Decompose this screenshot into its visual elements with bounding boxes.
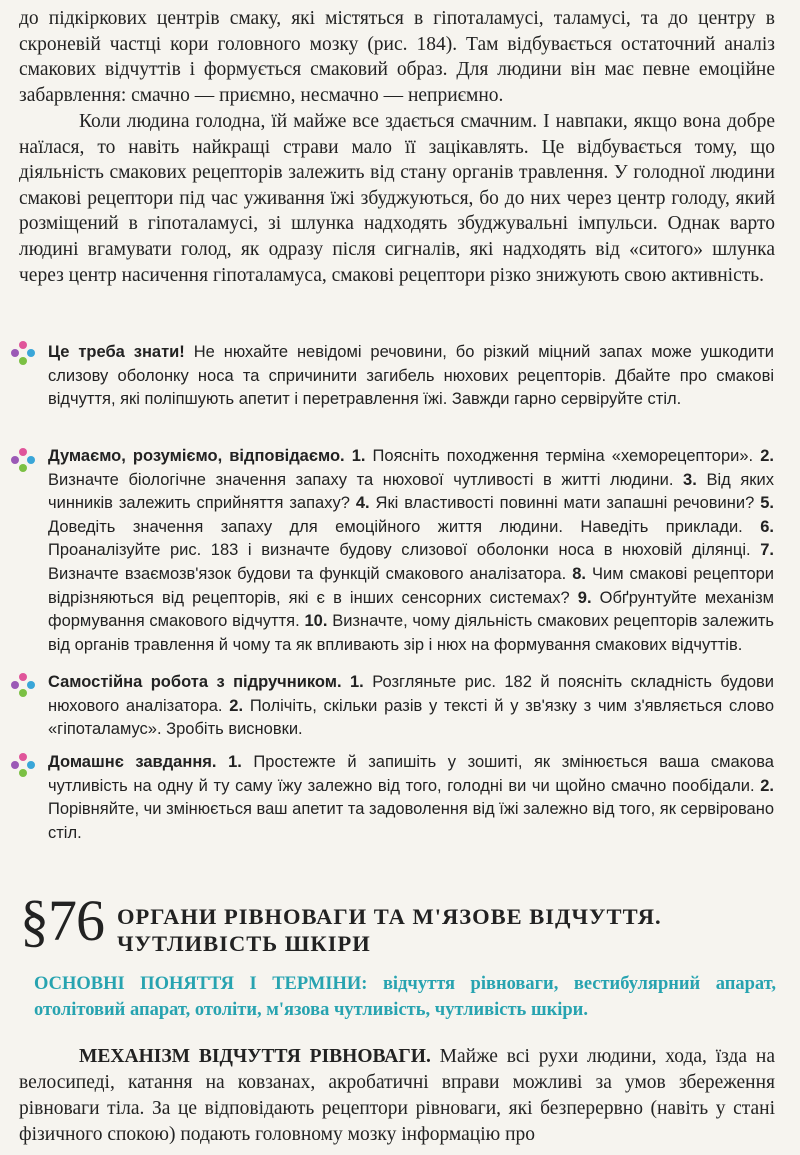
q-text: Які властивості повинні мати запашні речовини? — [369, 494, 755, 513]
task-number: 1. — [216, 753, 242, 771]
task-text: Простежте й запишіть у зошиті, як змінюється ваша смакова чутливість на одну й ту саму їжу залежно від того, голодні ви чи щойно смачно пообідали. — [48, 753, 774, 795]
know-label: Це треба знати! — [48, 343, 185, 361]
q-text: Доведіть значення запаху для емоційного життя людини. Наведіть приклади. — [48, 517, 743, 536]
q-text: Чим смакові рецептори відрізняються від рецепторів, які є в інших сенсорних системах? — [48, 564, 775, 607]
mechanism-heading: МЕХАНІЗМ ВІДЧУТТЯ РІВНОВАГИ. — [79, 1046, 431, 1067]
task-text: Порівняйте, чи змінюється ваш апетит та задоволення від їжі залежно від того, як сервіровано стіл. — [48, 800, 774, 842]
task-text: Полічіть, скільки разів у тексті й у зв'язку з чим з'являється слово «гіпоталамус». Зробіть висновки. — [48, 696, 774, 739]
q-text: Від яких чинників залежить сприйняття запаху? — [48, 470, 774, 513]
section-title-line-1: ОРГАНИ РІВНОВАГИ ТА М'ЯЗОВЕ ВІДЧУТТЯ. — [117, 904, 662, 929]
task-number: 1. — [341, 673, 364, 691]
q-number: 10. — [299, 612, 328, 631]
self-work-box — [48, 671, 774, 742]
flower-icon — [10, 447, 36, 473]
paragraph-1: до підкіркових центрів смаку, які містяться в гіпоталамусі, таламусі, та до центру в скроневій частці кори головного мозку (рис. 184). Там відбувається остаточний аналіз смакових відчуттів і формується смаковий образ. Для людини він має певне емоційне забарвлення: смачно — приємно, несмачно — неприємно. — [19, 8, 775, 106]
key-terms-label: ОСНОВНІ ПОНЯТТЯ І ТЕРМІНИ: — [34, 974, 368, 994]
q-number: 9. — [569, 588, 592, 607]
flower-icon — [10, 340, 36, 366]
key-terms — [34, 972, 776, 1023]
know-text: Не нюхайте невідомі речовини, бо різкий міцний запах може ушкодити слизову оболонку носа та спричинити загибель нюхових рецепторів. Дбайте про смакові відчуття, які поліпшують апетит і перетравлення їжі. Завжди гарно сервіруйте стіл. — [48, 343, 774, 409]
q-number: 1. — [344, 447, 366, 465]
q-number: 6. — [742, 517, 774, 536]
q-text: Проаналізуйте рис. 183 і визначте будову слизової оболонки носа в нюховій ділянці. — [48, 541, 751, 560]
mechanism-text: Майже всі рухи людини, хода, їзда на велосипеді, катання на ковзанах, акробатичні вправи можливі за умов збереження рівноваги тіла. За це відповідають рецептори рівноваги, які безперервно (навіть у стані фізичного спокою) подають головному мозку інформацію про — [19, 1046, 776, 1145]
section-title-line-2: ЧУТЛИВІСТЬ ШКІРИ — [117, 931, 371, 956]
q-number: 3. — [673, 470, 697, 489]
q-number: 7. — [750, 541, 774, 560]
section-number: §76 — [20, 888, 104, 953]
key-terms-text: відчуття рівноваги, вестибулярний апарат, отолітовий апарат, отоліти, м'язова чутливість, чутливість шкіри. — [34, 974, 776, 1020]
task-text: Розгляньте рис. 182 й поясніть складність будови нюхового аналізатора. — [48, 673, 774, 715]
q-number: 2. — [753, 447, 774, 465]
q-text: Визначте біологічне значення запаху та нюхової чутливості в житті людини. — [48, 470, 674, 489]
q-text: Поясніть походження терміна «хеморецептори». — [365, 447, 754, 465]
know-box — [48, 341, 774, 412]
q-text: Визначте взаємозв'язок будови та функцій смакового аналізатора. — [48, 564, 567, 583]
think-box — [48, 445, 774, 657]
self-label: Самостійна робота з підручником. — [48, 673, 342, 691]
think-label: Думаємо, розуміємо, відповідаємо. — [48, 447, 345, 465]
q-text: Визначте, чому діяльність смакових рецепторів залежить від органів травлення й чому та як впливають зір і нюх на формування смакових відчуттів. — [48, 612, 775, 654]
task-number: 2. — [222, 696, 244, 715]
q-text: Обґрунтуйте механізм формування смакового відчуття. — [48, 588, 775, 631]
task-number: 2. — [754, 776, 774, 795]
homework-box — [48, 751, 774, 845]
flower-icon — [10, 752, 36, 778]
q-number: 5. — [754, 494, 774, 513]
q-number: 4. — [349, 494, 370, 513]
q-number: 8. — [566, 564, 586, 583]
flower-icon — [10, 672, 36, 698]
section-title — [117, 903, 777, 957]
home-label: Домашнє завдання. — [48, 753, 217, 771]
paragraph-2: Коли людина голодна, їй майже все здається смачним. І навпаки, якщо вона добре наїлася, то навіть найкращі страви мало її зацікавлять. Це відбувається тому, що діяльність смакових рецепторів залежить від стану органів травлення. У голодної людини смакові рецептори під час уживання їжі збуджуються, бо до них через центр голоду, який розміщений в гіпоталамусі, зі шлунка надходять збуджувальні імпульси. Однак варто людині вгамувати голод, як одразу після сигналів, які надходять від «ситого» шлунка через центр насичення гіпоталамуса, смакові рецептори різко знижують свою активність. — [19, 111, 775, 286]
mechanism-paragraph — [19, 1044, 775, 1148]
